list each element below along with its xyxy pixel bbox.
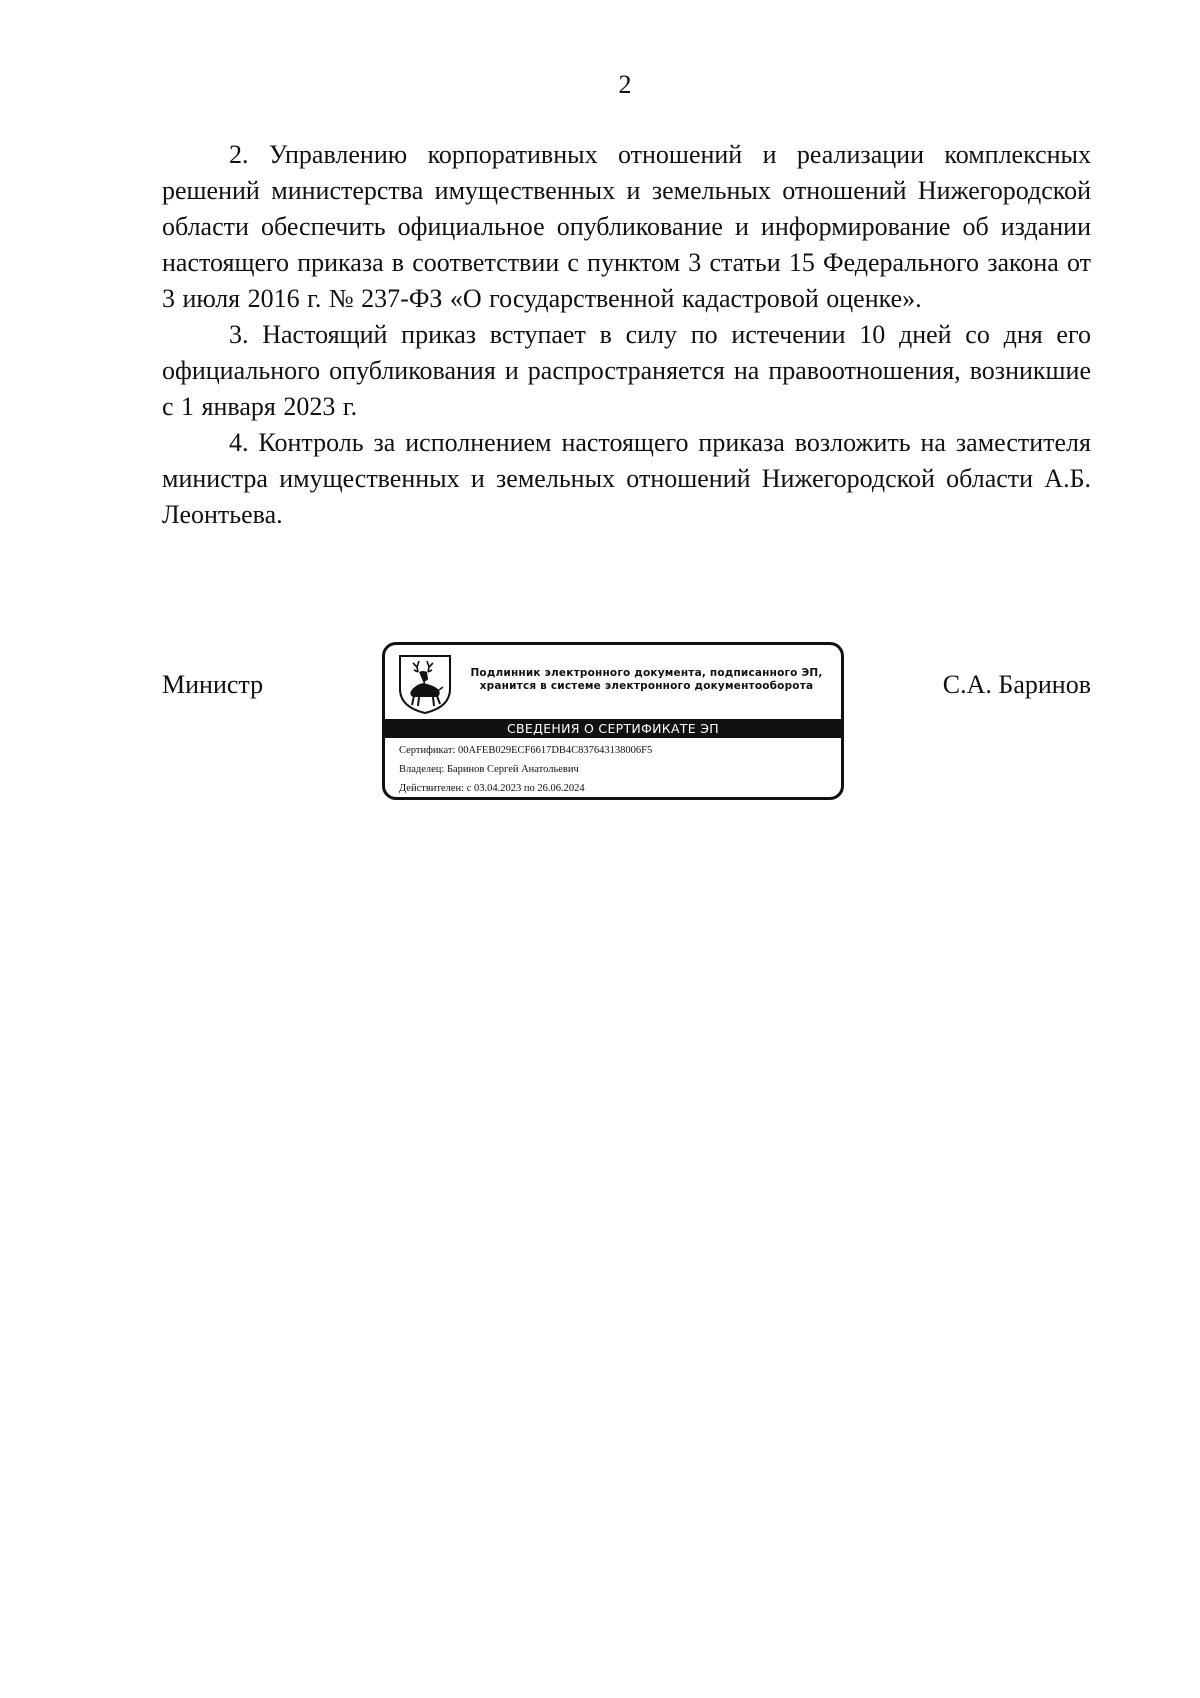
signatory-name: С.А. Баринов [942, 670, 1091, 699]
stamp-caption-line-2: хранится в системе электронного документооборота [479, 680, 814, 692]
paragraph-3: 3. Настоящий приказ вступает в силу по истечении 10 дней со дня его официального опубликования и распространяется на правоотношения, возникшие с 1 января 2023 г. [162, 320, 1091, 421]
nizhny-novgorod-deer-crest-icon [397, 653, 453, 715]
signatory-title: Министр [162, 670, 264, 699]
document-body [162, 137, 1091, 533]
electronic-signature-stamp [382, 642, 844, 800]
certificate-owner: Владелец: Баринов Сергей Анатольевич [399, 764, 579, 775]
certificate-details [399, 741, 833, 798]
signature-block [162, 640, 1091, 810]
certificate-number: Сертификат: 00AFEB029ECF6617DB4C837643138006F5 [399, 745, 653, 756]
certificate-info-header: СВЕДЕНИЯ О СЕРТИФИКАТЕ ЭП [385, 719, 841, 738]
paragraph-2: 2. Управлению корпоративных отношений и реализации комплексных решений министерства имущественных и земельных отношений Нижегородской области обеспечить официальное опубликование и информирование об издании настоящего приказа в соответствии с пунктом 3 статьи 15 Федерального закона от 3 июля 2016 г. № 237-ФЗ «О государственной кадастровой оценке». [162, 140, 1091, 313]
page-number: 2 [618, 70, 632, 99]
certificate-validity: Действителен: с 03.04.2023 по 26.06.2024 [399, 783, 585, 794]
paragraph-4: 4. Контроль за исполнением настоящего приказа возложить на заместителя министра имущественных и земельных отношений Нижегородской области А.Б. Леонтьева. [162, 428, 1091, 529]
stamp-header-area [385, 645, 841, 720]
stamp-caption [460, 667, 833, 693]
stamp-caption-line-1: Подлинник электронного документа, подписанного ЭП, [470, 667, 823, 679]
